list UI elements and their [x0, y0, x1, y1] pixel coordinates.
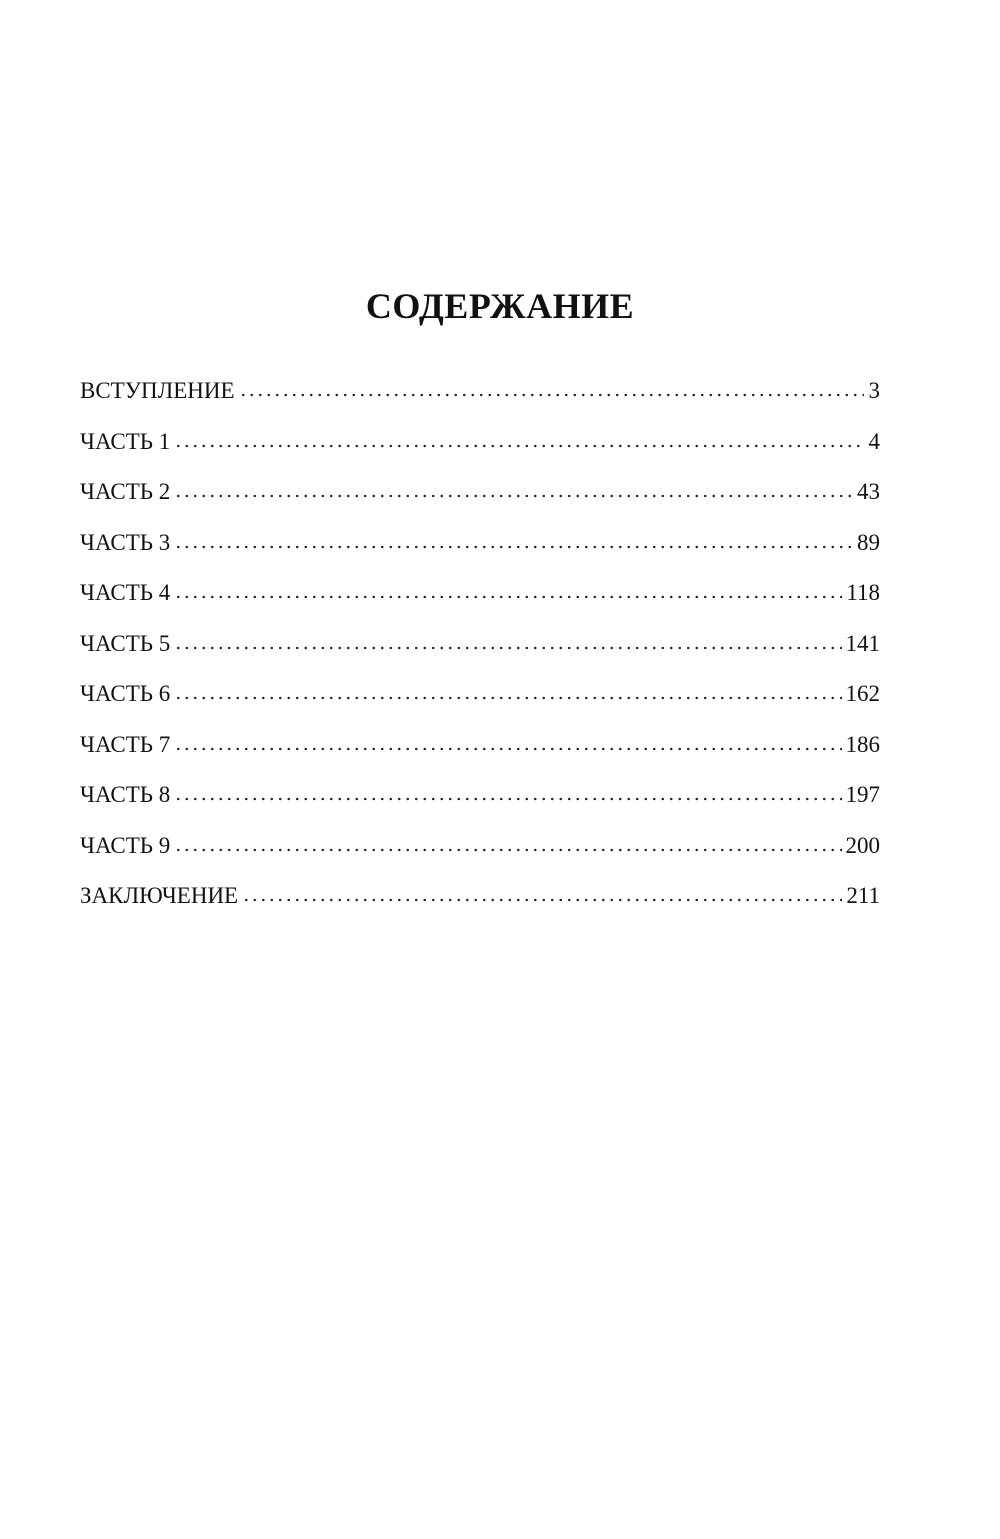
- toc-entry-label: ЧАСТЬ 8: [80, 782, 171, 807]
- toc-entry-page-number: 118: [846, 580, 880, 605]
- toc-entry-page-number: 200: [845, 832, 880, 858]
- toc-entry-page-number: 43: [857, 479, 880, 504]
- dot-leader: [174, 796, 841, 802]
- toc-entry-label: ЧАСТЬ 7: [80, 731, 171, 757]
- toc-entry-label: ЧАСТЬ 5: [80, 630, 171, 656]
- toc-entry: [80, 876, 880, 927]
- toc-entry: [80, 826, 880, 877]
- toc-entry: [80, 371, 880, 422]
- toc-entry: [80, 674, 880, 725]
- toc-entry-page-number: 89: [857, 529, 880, 555]
- toc-entry: [80, 725, 880, 776]
- dot-leader: [174, 645, 841, 651]
- toc-entry: [80, 523, 880, 574]
- toc-entry-label: ЧАСТЬ 2: [80, 479, 171, 504]
- toc-entry-label: ЧАСТЬ 3: [80, 529, 171, 555]
- toc-entry-label: ЗАКЛЮЧЕНИЕ: [80, 883, 239, 908]
- toc-entry-label: ЧАСТЬ 1: [80, 428, 171, 454]
- toc-entry-page-number: 186: [845, 731, 880, 757]
- page-title: СОДЕРЖАНИЕ: [365, 286, 635, 326]
- toc-entry-page-number: 162: [845, 681, 880, 706]
- toc-entry-label: ЧАСТЬ 4: [80, 580, 171, 605]
- dot-leader: [174, 594, 842, 600]
- toc-entry: [80, 775, 880, 826]
- dot-leader: [174, 493, 853, 499]
- toc-entry: [80, 573, 880, 624]
- toc-entry: [80, 624, 880, 675]
- toc-entry: [80, 472, 880, 523]
- dot-leader: [174, 695, 841, 701]
- toc-entry-page-number: 4: [868, 428, 880, 454]
- toc-entry-page-number: 211: [846, 883, 880, 908]
- toc-entry-page-number: 197: [845, 782, 880, 807]
- toc-entry: [80, 422, 880, 473]
- dot-leader: [174, 746, 841, 752]
- toc-entry-page-number: 141: [845, 630, 880, 656]
- toc-entry-label: ЧАСТЬ 9: [80, 832, 171, 858]
- dot-leader: [242, 897, 842, 903]
- dot-leader: [239, 392, 864, 398]
- toc-entry-label: ВСТУПЛЕНИЕ: [80, 378, 235, 403]
- dot-leader: [174, 544, 853, 550]
- table-of-contents: [80, 371, 880, 927]
- dot-leader: [174, 443, 864, 449]
- toc-entry-page-number: 3: [868, 378, 880, 403]
- dot-leader: [174, 847, 841, 853]
- toc-entry-label: ЧАСТЬ 6: [80, 681, 171, 706]
